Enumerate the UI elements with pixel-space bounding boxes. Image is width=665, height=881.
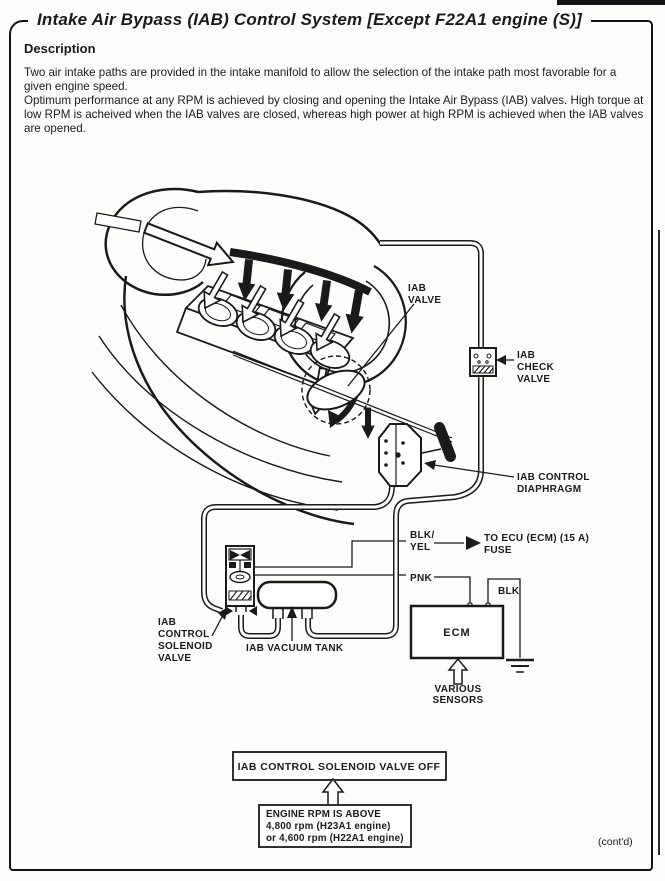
continued-note: (cont'd) xyxy=(598,836,633,848)
iab-check-valve-label: IAB xyxy=(517,350,536,361)
description-paragraph-1: Two air intake paths are provided in the intake manifold to allow the selection of the intake path most favorable for a given engine speed. xyxy=(24,66,617,93)
up-arrow-icon xyxy=(323,779,343,807)
ground-icon xyxy=(506,660,534,672)
iab-control-diaphragm xyxy=(379,424,421,486)
iab-control-solenoid-valve xyxy=(225,546,257,616)
iab-control-diaphragm-label: DIAPHRAGM xyxy=(517,484,582,495)
ecm-label: ECM xyxy=(443,627,471,639)
wire-color-label-pnk: PNK xyxy=(410,573,433,584)
iab-valve-label: VALVE xyxy=(408,295,442,306)
right-arrow-icon xyxy=(466,536,481,550)
solenoid-valve-label: VALVE xyxy=(158,653,192,664)
description-heading: Description xyxy=(24,41,96,56)
fuse-label: FUSE xyxy=(484,545,512,556)
iab-check-valve-label: CHECK xyxy=(517,362,555,373)
wire-pnk2 xyxy=(434,577,470,602)
various-sensors-label: VARIOUS xyxy=(434,684,482,695)
wire-blkyel xyxy=(254,541,406,567)
iab-check-valve xyxy=(470,348,496,376)
solenoid-valve-label: IAB xyxy=(158,617,177,628)
wire-color-label-blkyel: BLK/ xyxy=(410,530,435,541)
iab-check-valve-label: VALVE xyxy=(517,374,551,385)
flowchart-state-text: IAB CONTROL SOLENOID VALVE OFF xyxy=(237,761,441,773)
page-title: Intake Air Bypass (IAB) Control System [Except F22A1 engine (S)] xyxy=(28,8,591,32)
iab-vacuum-tank xyxy=(258,582,336,619)
iab-valve-label: IAB xyxy=(408,283,427,294)
description-text xyxy=(24,66,646,136)
various-sensors-label: SENSORS xyxy=(432,695,484,706)
airflow-arrow-icon xyxy=(144,223,233,265)
iab-control-diaphragm-label: IAB CONTROL xyxy=(517,472,590,483)
wire-color-label-blkyel: YEL xyxy=(410,542,431,553)
leader-arrow-icon xyxy=(424,460,436,470)
description-paragraph-2: Optimum performance at any RPM is achieved by closing and opening the Intake Air Bypass (IAB) valves. High torque at low RPM is acheived when the IAB valves are closed, whereas high power at high RPM is achieved when the IAB valves are opened. xyxy=(24,94,644,135)
port-arrow-icon xyxy=(249,606,257,616)
inlet-rod xyxy=(95,213,141,232)
solenoid-valve-label: CONTROL xyxy=(158,629,210,640)
up-arrow-icon xyxy=(449,659,467,684)
flowchart-condition-text: ENGINE RPM IS ABOVE xyxy=(266,809,382,820)
ecm-box xyxy=(411,606,503,658)
leader-arrow-icon xyxy=(496,355,506,365)
flowchart-condition-text: or 4,600 rpm (H22A1 engine) xyxy=(266,833,404,844)
fuse-label: TO ECU (ECM) (15 A) xyxy=(484,533,590,544)
vacuum-tank-label: IAB VACUUM TANK xyxy=(246,643,344,654)
flowchart xyxy=(233,752,446,847)
wire-color-label-blk: BLK xyxy=(498,586,520,597)
solenoid-valve-label: SOLENOID xyxy=(158,641,213,652)
runner-arc xyxy=(92,372,338,510)
valve-shaft-lever xyxy=(432,420,457,463)
flowchart-condition-text: 4,800 rpm (H23A1 engine) xyxy=(266,821,391,832)
